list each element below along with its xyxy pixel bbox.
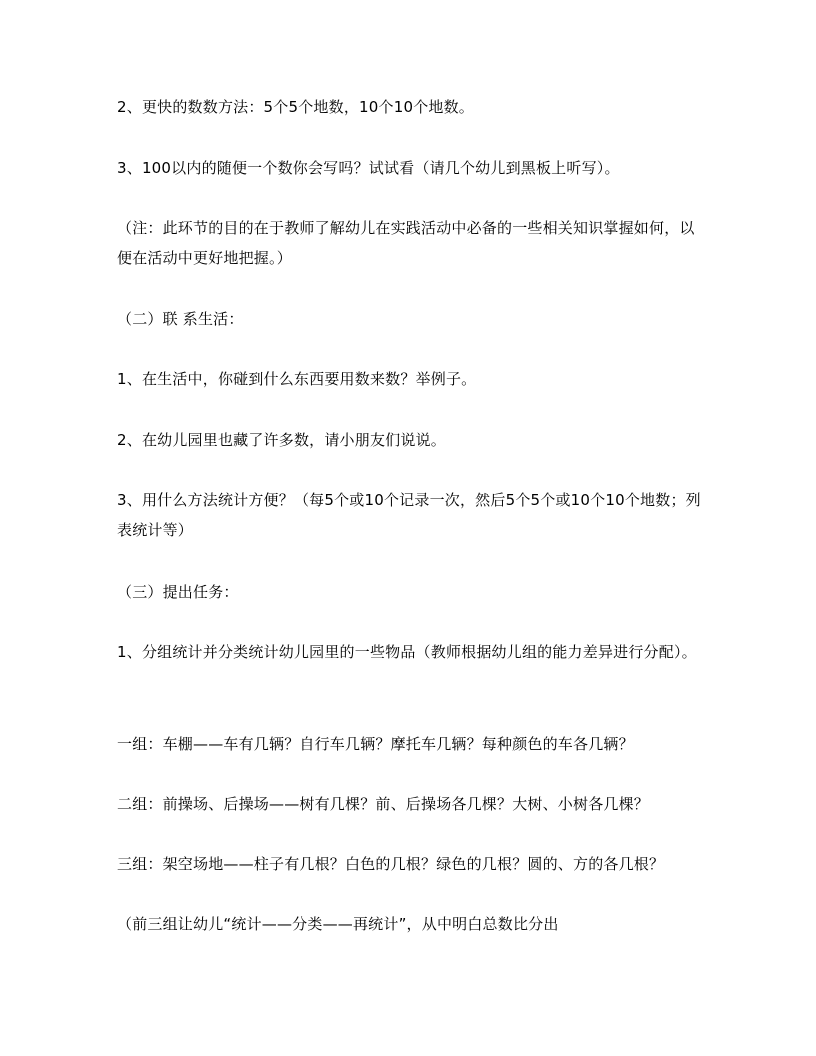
paragraph-5: 1、在生活中，你碰到什么东西要用数来数？举例子。 — [117, 370, 477, 388]
paragraph-7: 3、用什么方法统计方便？（每5个或10个记录一次，然后5个5个或10个10个地数；列表统计等） — [117, 491, 701, 539]
section-heading-2: （二）联 系生活： — [117, 310, 244, 328]
group-1-task: 一组：车棚——车有几辆？自行车几辆？摩托车几辆？每种颜色的车各几辆？ — [117, 735, 634, 753]
paragraph-1: 2、更快的数数方法：5个5个地数，10个10个地数。 — [117, 98, 475, 116]
group-2-task: 二组：前操场、后操场——树有几棵？前、后操场各几棵？大树、小树各几棵？ — [117, 795, 650, 813]
section-heading-3: （三）提出任务： — [117, 583, 239, 601]
paragraph-3: （注：此环节的目的在于教师了解幼儿在实践活动中必备的一些相关知识掌握如何，以便在活动中更好地把握。） — [117, 219, 695, 267]
paragraph-2: 3、100以内的随便一个数你会写吗？试试看（请几个幼儿到黑板上听写）。 — [117, 159, 620, 177]
paragraph-9: 1、分组统计并分类统计幼儿园里的一些物品（教师根据幼儿组的能力差异进行分配）。 — [117, 643, 697, 661]
paragraph-13: （前三组让幼儿“统计——分类——再统计”，从中明白总数比分出 — [117, 915, 559, 933]
paragraph-6: 2、在幼儿园里也藏了许多数，请小朋友们说说。 — [117, 431, 446, 449]
group-3-task: 三组：架空场地——柱子有几根？白色的几根？绿色的几根？圆的、方的各几根？ — [117, 855, 665, 873]
